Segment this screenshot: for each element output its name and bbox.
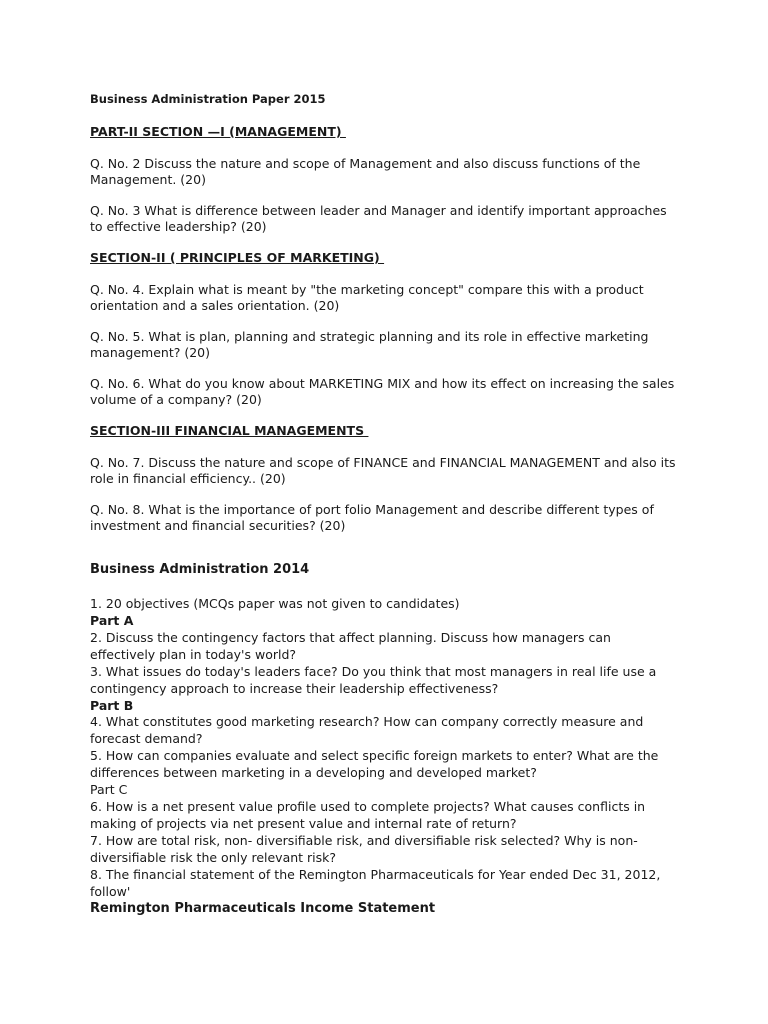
question-6: Q. No. 6. What do you know about MARKETING MIX and how its effect on increasing the sales volume of a company? (20) xyxy=(90,376,675,407)
item-6: 6. How is a net present value profile used to complete projects? What causes conflicts in making of projects via net present value and internal rate of return? xyxy=(90,799,646,831)
item-7: 7. How are total risk, non- diversifiable risk, and diversifiable risk selected? Why is non-diversifiable risk the only relevant risk? xyxy=(90,833,638,865)
paper-2014-title: Business Administration 2014 xyxy=(90,562,310,577)
section-marketing-heading: SECTION-II ( PRINCIPLES OF MARKETING) xyxy=(90,250,385,265)
section-management-heading: PART-II SECTION —I (MANAGEMENT) xyxy=(90,124,346,139)
question-5: Q. No. 5. What is plan, planning and strategic planning and its role in effective marketing management? (20) xyxy=(90,329,649,360)
item-5: 5. How can companies evaluate and select specific foreign markets to enter? What are the differences between marketing in a developing and developed market? xyxy=(90,748,659,780)
item-8: 8. The financial statement of the Remington Pharmaceuticals for Year ended Dec 31, 2012, follow' xyxy=(90,867,661,899)
part-a-label: Part A xyxy=(90,613,134,628)
item-3: 3. What issues do today's leaders face? Do you think that most managers in real life use a contingency approach to increase their leadership effectiveness? xyxy=(90,664,657,696)
part-b-label: Part B xyxy=(90,698,134,713)
question-7: Q. No. 7. Discuss the nature and scope of FINANCE and FINANCIAL MANAGEMENT and also its role in financial efficiency.. (20) xyxy=(90,455,676,486)
question-8: Q. No. 8. What is the importance of port folio Management and describe different types of investment and financial securities? (20) xyxy=(90,502,654,533)
income-statement-heading: Remington Pharmaceuticals Income Statement xyxy=(90,901,436,916)
question-3: Q. No. 3 What is difference between leader and Manager and identify important approaches to effective leadership? (20) xyxy=(90,203,667,234)
item-1: 1. 20 objectives (MCQs paper was not given to candidates) xyxy=(90,596,460,611)
paper-2015-title: Business Administration Paper 2015 xyxy=(90,92,326,106)
question-4: Q. No. 4. Explain what is meant by "the marketing concept" compare this with a product orientation and a sales orientation. (20) xyxy=(90,282,644,313)
item-2: 2. Discuss the contingency factors that affect planning. Discuss how managers can effectively plan in today's world? xyxy=(90,630,611,662)
section-finance-heading: SECTION-III FINANCIAL MANAGEMENTS xyxy=(90,423,369,438)
question-2: Q. No. 2 Discuss the nature and scope of Management and also discuss functions of the Management. (20) xyxy=(90,156,641,187)
part-c-label: Part C xyxy=(90,782,128,797)
item-4: 4. What constitutes good marketing research? How can company correctly measure and forecast demand? xyxy=(90,714,644,746)
